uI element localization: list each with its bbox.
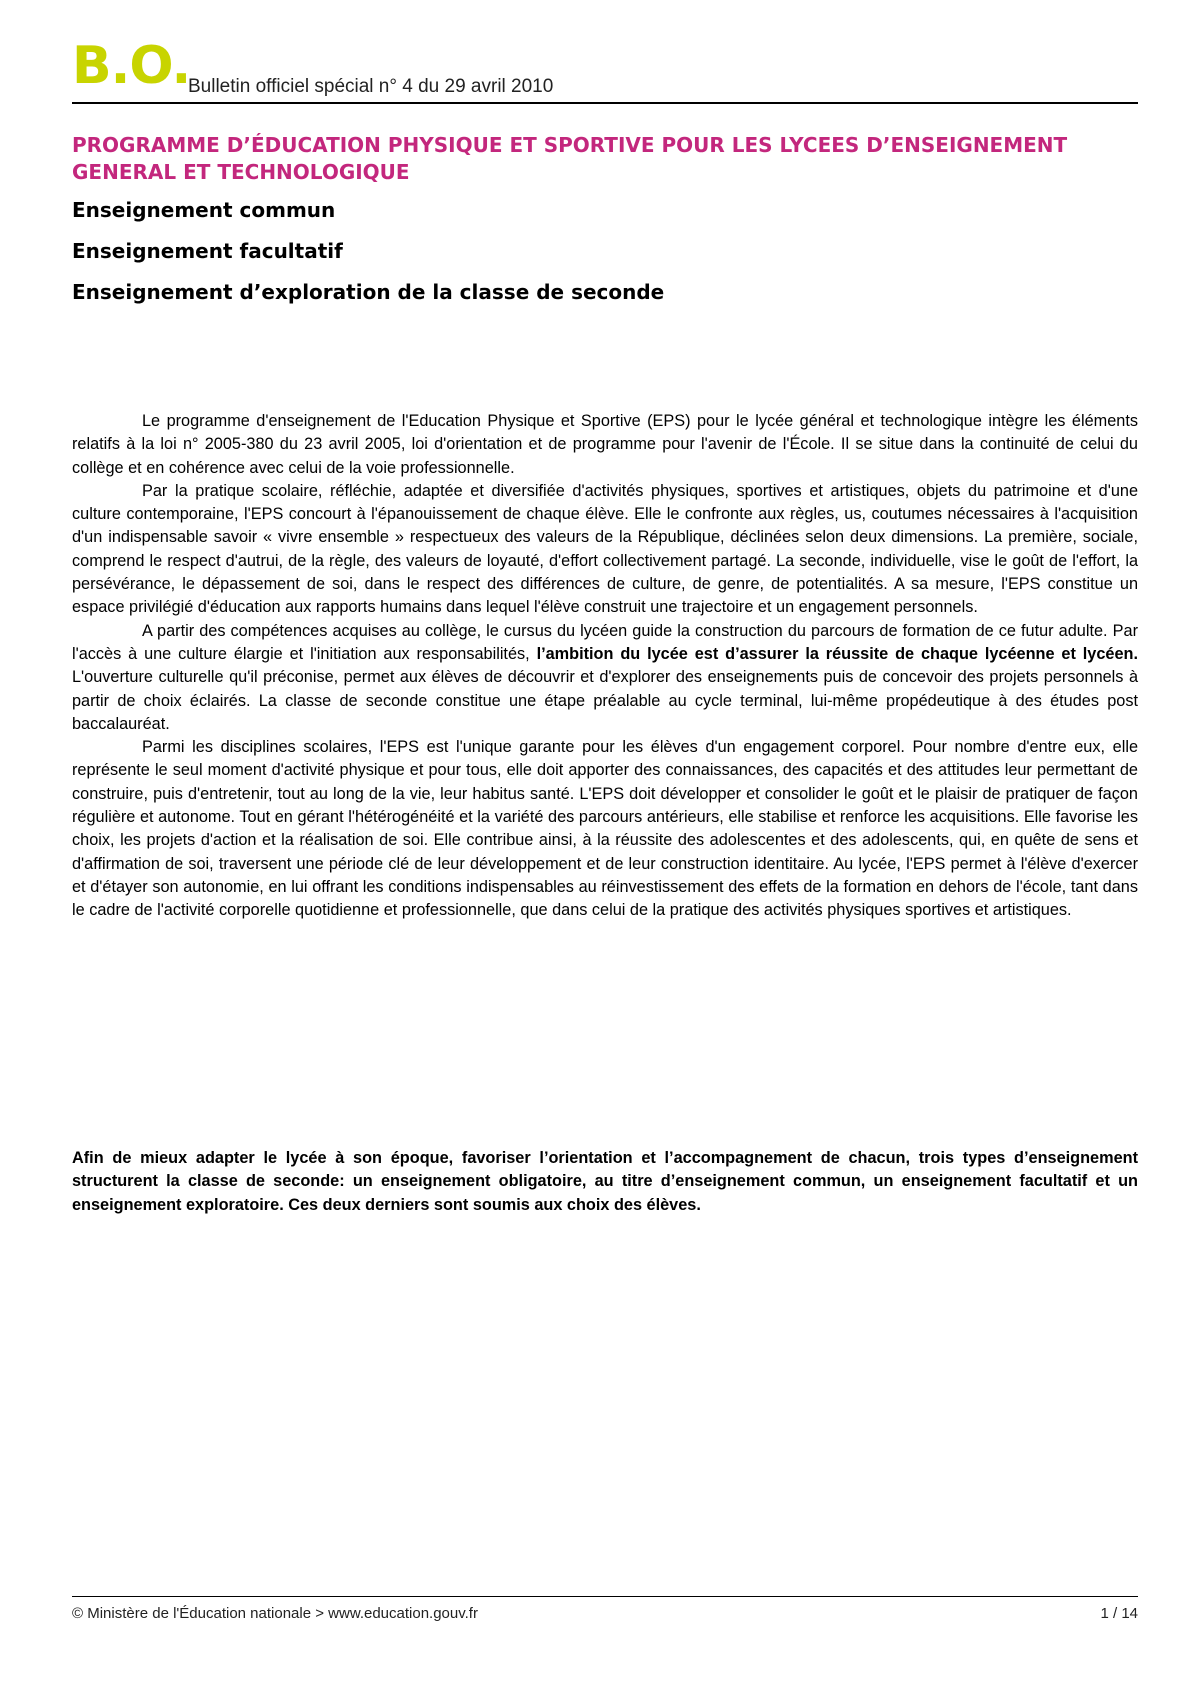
paragraph-3 [72,620,1138,736]
page-title: PROGRAMME D’ÉDUCATION PHYSIQUE ET SPORTIVE POUR LES LYCEES D’ENSEIGNEMENT GENERAL ET TECHNOLOGIQUE [72,133,1068,184]
paragraph-3-end: L'ouverture culturelle qu'il préconise, permet aux élèves de découvrir et d'explorer des enseignements puis de concevoir des projets personnels à partir de choix éclairés. La classe de seconde constitue une étape préalable au cycle terminal, lui-même propédeutique à des études post baccalauréat. [72,668,1138,733]
page-number: 1 / 14 [1100,1605,1138,1622]
body-text [72,410,1138,923]
footer-rule [72,1596,1138,1597]
header-rule [72,102,1138,104]
bo-logo: B.O. [72,36,191,96]
paragraph-1: Le programme d'enseignement de l'Education Physique et Sportive (EPS) pour le lycée général et technologique intègre les éléments relatifs à la loi n° 2005-380 du 23 avril 2005, loi d'orientation et de programme pour l'avenir de l'École. Il se situe dans la continuité de celui du collège et en cohérence avec celui de la voie professionnelle. [72,412,1138,477]
page-footer [72,1596,1138,1636]
paragraph-2: Par la pratique scolaire, réfléchie, adaptée et diversifiée d'activités physiques, sportives et artistiques, objets du patrimoine et d'une culture contemporaine, l'EPS concourt à l'épanouissement de chaque élève. Elle le confronte aux règles, us, coutumes nécessaires à l'acquisition d'un indispensable savoir « vivre ensemble » respectueux des valeurs de la République, déclinées selon deux dimensions. La première, sociale, comprend le respect d'autrui, de la règle, des valeurs de loyauté, d'effort collectivement partagé. La seconde, individuelle, vise le goût de l'effort, la persévérance, le dépassement de soi, dans le respect des différences de culture, de genre, de potentialités. A sa mesure, l'EPS constitue un espace privilégié d'éducation aux rapports humains dans lequel l'élève construit une trajectoire et un engagement personnels. [72,481,1138,617]
paragraph-3-start: A partir des compétences acquises au collège, le cursus du lycéen guide la construction du parcours de formation de ce futur adulte. Par l'accès à une culture élargie et l'initiation aux responsabilités, [72,621,1138,663]
paragraph-4: Parmi les disciplines scolaires, l'EPS est l'unique garante pour les élèves d'un engagement corporel. Pour nombre d'entre eux, elle représente le seul moment d'activité physique et pour tous, elle doit apporter des connaissances, des capacités et des attitudes leur permettant de construire, puis d'entretenir, tout au long de la vie, leur habitus santé. L'EPS doit développer et consolider le goût et le plaisir de pratiquer de façon régulière et autonome. Tout en gérant l'hétérogénéité et la variété des parcours antérieurs, elle stabilise et renforce les acquisitions. Elle favorise les choix, les projets d'action et la réalisation de soi. Elle contribue ainsi, à la réussite des adolescentes et des adolescents, qui, en quête de sens et d'affirmation de soi, traversent une période clé de leur développement et de leur construction identitaire. Au lycée, l'EPS permet à l'élève d'exercer et d'étayer son autonomie, en lui offrant les conditions indispensables au réinvestissement des effets de la formation en dehors de l'école, tant dans le cadre de l'activité corporelle quotidienne et professionnelle, que dans celui de la pratique des activités physiques sportives et artistiques. [72,738,1138,920]
subtitle-enseignement-facultatif: Enseignement facultatif [72,239,343,263]
page-header [72,36,1138,104]
footer-copyright: © Ministère de l'Éducation nationale > www.education.gouv.fr [72,1605,478,1622]
bulletin-reference: Bulletin officiel spécial n° 4 du 29 avril 2010 [188,76,554,97]
subtitle-enseignement-commun: Enseignement commun [72,198,336,222]
subtitle-enseignement-exploration: Enseignement d’exploration de la classe de seconde [72,280,665,304]
paragraph-3-emphasis: l’ambition du lycée est d’assurer la réussite de chaque lycéenne et lycéen. [536,644,1138,663]
closing-paragraph: Afin de mieux adapter le lycée à son époque, favoriser l’orientation et l’accompagnement de chacun, trois types d’enseignement structurent la classe de seconde: un enseignement obligatoire, au titre d’enseignement commun, un enseignement facultatif et un enseignement exploratoire. Ces deux derniers sont soumis aux choix des élèves. [72,1149,1138,1214]
